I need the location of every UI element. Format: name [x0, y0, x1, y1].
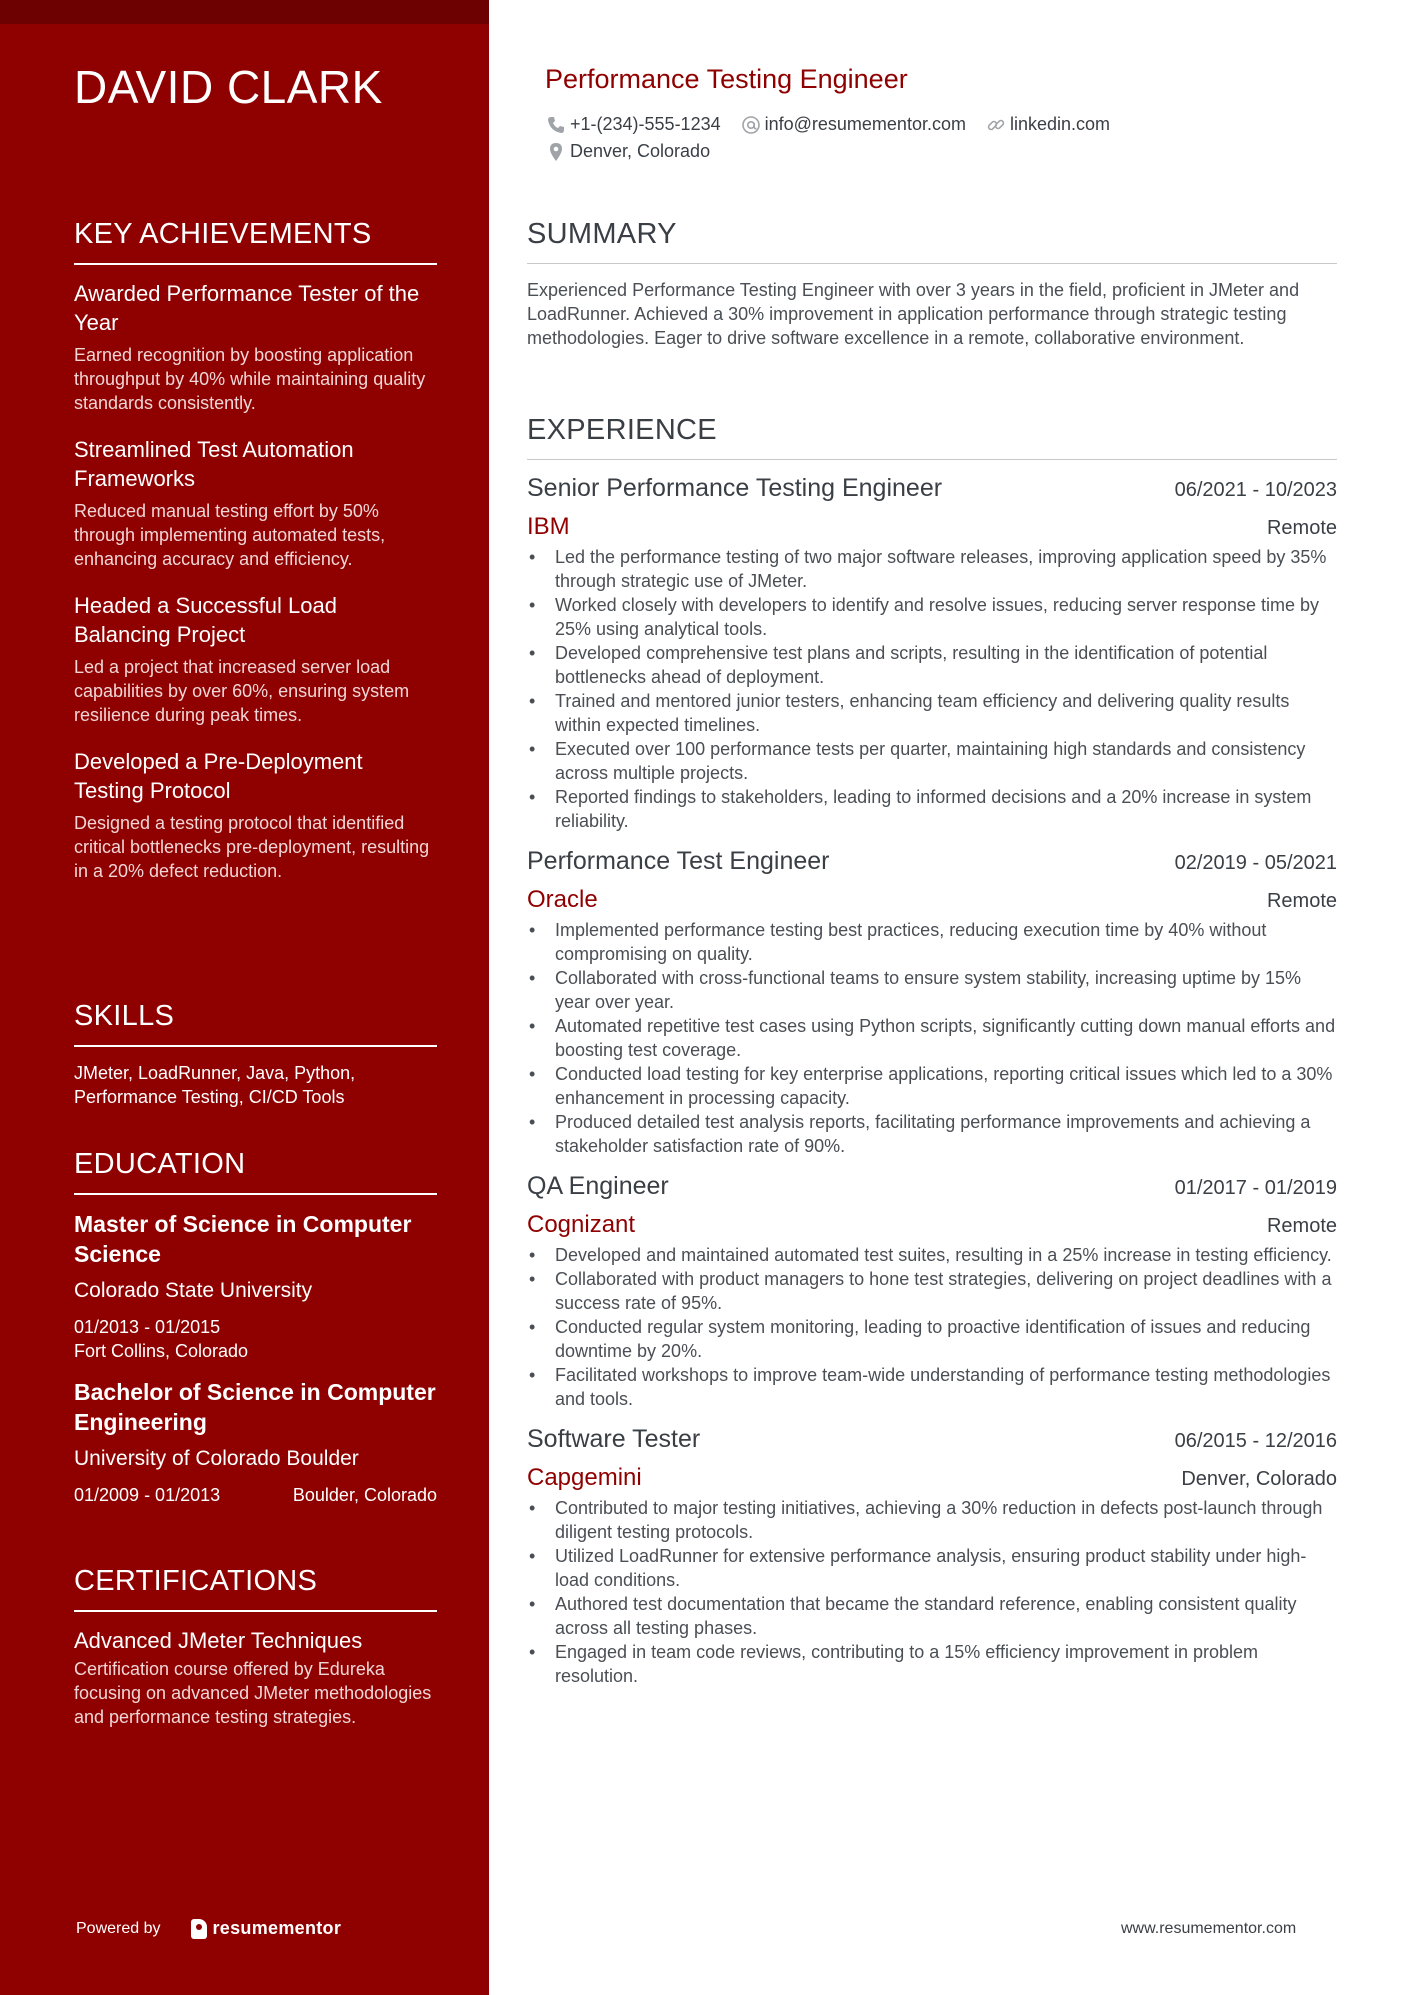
job-role: QA Engineer — [527, 1172, 669, 1200]
candidate-name: DAVID CLARK — [74, 61, 383, 113]
edu-degree: Bachelor of Science in Computer Engineering — [74, 1379, 436, 1435]
job-header — [527, 474, 1337, 503]
phone-icon — [546, 115, 566, 135]
job-dates: 06/2021 - 10/2023 — [1174, 479, 1337, 501]
bullet-item: • Collaborated with product managers to hone test strategies, delivering on project deadlines with a success rate of 95%. — [527, 1267, 1337, 1315]
contact-row — [546, 114, 1130, 135]
job-title: Performance Testing Engineer — [545, 64, 908, 94]
bullet-item: • Reported findings to stakeholders, leading to informed decisions and a 20% increase in system reliability. — [527, 785, 1337, 833]
job-bullets — [527, 918, 1337, 1158]
edu-school: Colorado State University — [74, 1279, 313, 1302]
achievement-item — [74, 591, 437, 727]
achievement-desc: Led a project that increased server load capabilities by over 60%, ensuring system resilience during peak times. — [74, 657, 410, 725]
footer-url[interactable]: www.resumementor.com — [1121, 1920, 1297, 1937]
edu-dates: 01/2009 - 01/2013 — [74, 1485, 221, 1505]
skills-list: JMeter, LoadRunner, Java, Python, Performance Testing, CI/CD Tools — [74, 1063, 356, 1107]
company-row — [527, 513, 1337, 541]
job-bullets — [527, 1496, 1337, 1688]
bullet-item: • Facilitated workshops to improve team-wide understanding of performance testing methodologies and tools. — [527, 1363, 1337, 1411]
experience-heading: EXPERIENCE — [527, 414, 1337, 460]
bullet-item: • Implemented performance testing best practices, reducing execution time by 40% without compromising on quality. — [527, 918, 1337, 966]
achievements-heading: KEY ACHIEVEMENTS — [74, 218, 437, 265]
sidebar-top-bar — [0, 0, 489, 24]
bullet-item: • Conducted load testing for key enterprise applications, reporting critical issues which led to a 30% enhancement in processing capacity. — [527, 1062, 1337, 1110]
bullet-item: • Automated repetitive test cases using Python scripts, significantly cutting down manual efforts and boosting test coverage. — [527, 1014, 1337, 1062]
job-company: Capgemini — [527, 1464, 642, 1491]
summary-text: Experienced Performance Testing Engineer with over 3 years in the field, proficient in JMeter and LoadRunner. Achieved a 30% improvement in application performance through strategic testing methodologies. Eager to drive software excellence in a remote, collaborative environment. — [527, 280, 1300, 348]
brand-logo[interactable] — [191, 1918, 342, 1939]
job-header — [527, 1172, 1337, 1201]
linkedin-text: linkedin.com — [1009, 114, 1111, 134]
job-dates: 02/2019 - 05/2021 — [1174, 852, 1337, 874]
edu-meta — [74, 1315, 437, 1363]
job-location: Remote — [1266, 890, 1337, 912]
job-entry — [527, 1172, 1337, 1411]
job-entry — [527, 847, 1337, 1158]
skills-heading: SKILLS — [74, 1000, 437, 1047]
bullet-item: • Contributed to major testing initiatives, achieving a 30% reduction in defects post-launch through diligent testing protocols. — [527, 1496, 1337, 1544]
bullet-item: • Utilized LoadRunner for extensive performance analysis, ensuring product stability under high-load conditions. — [527, 1544, 1337, 1592]
achievement-item — [74, 435, 437, 571]
contact-location — [546, 141, 710, 162]
sidebar — [0, 0, 489, 1995]
education-heading: EDUCATION — [74, 1148, 437, 1195]
achievement-title: Developed a Pre-Deployment Testing Protocol — [74, 749, 363, 803]
bullet-item: • Developed and maintained automated test suites, resulting in a 25% increase in testing efficiency. — [527, 1243, 1337, 1267]
bullet-item: • Collaborated with cross-functional teams to ensure system stability, increasing uptime by 15% year over year. — [527, 966, 1337, 1014]
bullet-item: • Executed over 100 performance tests per quarter, maintaining high standards and consistency across multiple projects. — [527, 737, 1337, 785]
job-header — [527, 1425, 1337, 1454]
edu-school: University of Colorado Boulder — [74, 1447, 359, 1470]
job-company: Cognizant — [527, 1211, 636, 1238]
bullet-item: • Produced detailed test analysis reports, facilitating performance improvements and achieving a stakeholder satisfaction rate of 90%. — [527, 1110, 1337, 1158]
bullet-item: • Developed comprehensive test plans and scripts, resulting in the identification of potential bottlenecks ahead of deployment. — [527, 641, 1337, 689]
job-entry — [527, 474, 1337, 833]
location-pin-icon — [546, 142, 566, 162]
powered-by-label: Powered by — [76, 1919, 161, 1937]
certifications-heading: CERTIFICATIONS — [74, 1565, 437, 1612]
job-location: Remote — [1266, 1215, 1337, 1237]
brand-logo-icon — [191, 1919, 207, 1939]
achievements-section — [74, 218, 437, 903]
summary-section — [527, 218, 1337, 350]
location-text: Denver, Colorado — [570, 141, 711, 161]
bullet-item: • Worked closely with developers to identify and resolve issues, reducing server response time by 25% using analytical tools. — [527, 593, 1337, 641]
link-icon — [986, 115, 1006, 135]
education-section — [74, 1148, 437, 1521]
phone-text: +1-(234)-555-1234 — [570, 114, 721, 134]
bullet-item: • Led the performance testing of two major software releases, improving application speed by 35% through strategic use of JMeter. — [527, 545, 1337, 593]
edu-meta — [74, 1483, 437, 1507]
education-item — [74, 1209, 437, 1363]
company-row — [527, 1464, 1337, 1492]
contact-linkedin[interactable] — [986, 114, 1110, 135]
bullet-item: • Engaged in team code reviews, contributing to a 15% efficiency improvement in problem resolution. — [527, 1640, 1337, 1688]
job-role: Performance Test Engineer — [527, 847, 830, 875]
brand-name: resumementor — [212, 1918, 342, 1938]
company-row — [527, 886, 1337, 914]
edu-degree: Master of Science in Computer Science — [74, 1211, 412, 1267]
edu-location: Boulder, Colorado — [292, 1485, 437, 1505]
job-dates: 01/2017 - 01/2019 — [1174, 1177, 1337, 1199]
job-company: Oracle — [527, 886, 598, 913]
certifications-section — [74, 1565, 437, 1729]
job-location: Denver, Colorado — [1181, 1468, 1337, 1490]
job-location: Remote — [1266, 517, 1337, 539]
education-item — [74, 1377, 437, 1507]
at-icon — [741, 115, 761, 135]
skills-section — [74, 1000, 437, 1109]
achievement-item — [74, 747, 437, 883]
cert-desc: Certification course offered by Edureka focusing on advanced JMeter methodologies and performance testing strategies. — [74, 1659, 432, 1727]
summary-heading: SUMMARY — [527, 218, 1337, 264]
achievement-desc: Earned recognition by boosting application throughput by 40% while maintaining quality standards consistently. — [74, 345, 426, 413]
contact-phone[interactable] — [546, 114, 721, 135]
job-bullets — [527, 545, 1337, 833]
job-role: Software Tester — [527, 1425, 701, 1453]
bullet-item: • Trained and mentored junior testers, enhancing team efficiency and delivering quality results within expected timelines. — [527, 689, 1337, 737]
edu-location: Fort Collins, Colorado — [74, 1341, 249, 1361]
edu-dates: 01/2013 - 01/2015 — [74, 1317, 221, 1337]
achievement-desc: Reduced manual testing effort by 50% through implementing automated tests, enhancing accuracy and efficiency. — [74, 501, 386, 569]
bullet-item: • Conducted regular system monitoring, leading to proactive identification of issues and reducing downtime by 20%. — [527, 1315, 1337, 1363]
job-entry — [527, 1425, 1337, 1688]
achievement-desc: Designed a testing protocol that identified critical bottlenecks pre-deployment, resulting in a 20% defect reduction. — [74, 813, 430, 881]
powered-by — [76, 1918, 341, 1939]
experience-section — [527, 414, 1337, 1688]
job-bullets — [527, 1243, 1337, 1411]
job-company: IBM — [527, 513, 570, 540]
contact-row-location — [546, 141, 730, 162]
job-header — [527, 847, 1337, 876]
job-role: Senior Performance Testing Engineer — [527, 474, 943, 502]
job-dates: 06/2015 - 12/2016 — [1174, 1430, 1337, 1452]
email-text: info@resumementor.com — [764, 114, 966, 134]
achievement-title: Awarded Performance Tester of the Year — [74, 281, 420, 335]
bullet-item: • Authored test documentation that became the standard reference, enabling consistent quality across all testing phases. — [527, 1592, 1337, 1640]
achievement-title: Headed a Successful Load Balancing Project — [74, 593, 337, 647]
cert-title: Advanced JMeter Techniques — [74, 1628, 363, 1653]
achievement-item — [74, 279, 437, 415]
achievement-title: Streamlined Test Automation Frameworks — [74, 437, 354, 491]
company-row — [527, 1211, 1337, 1239]
contact-email[interactable] — [741, 114, 966, 135]
